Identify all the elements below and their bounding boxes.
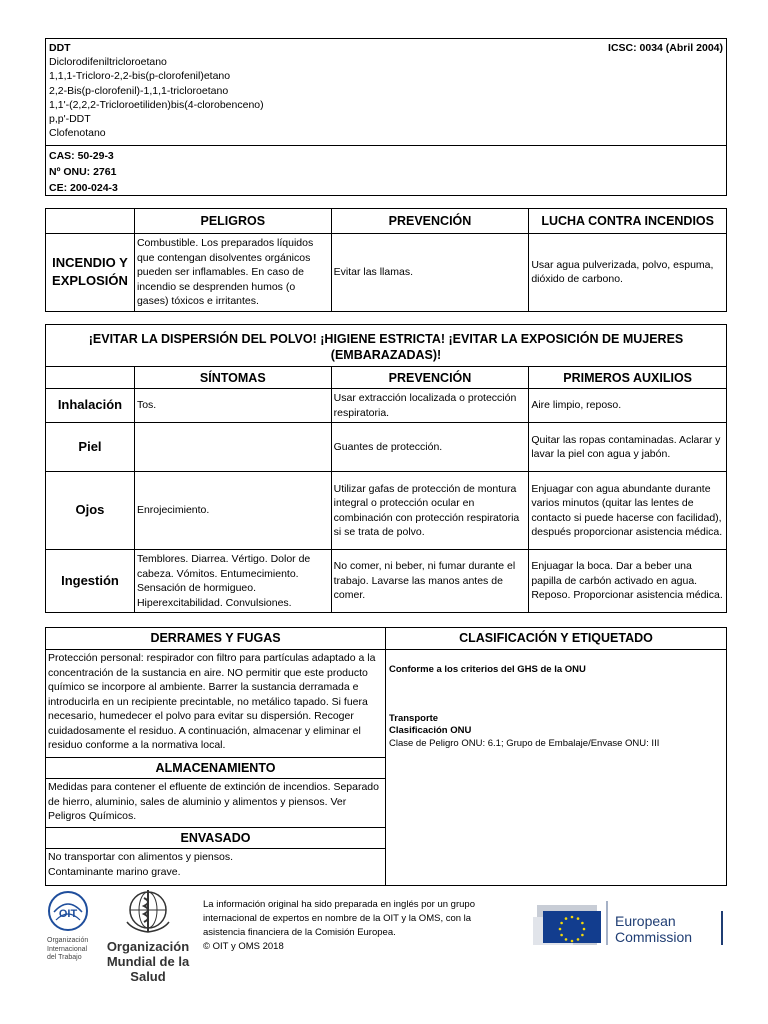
ilo-name xyxy=(47,937,92,963)
prevention-cell: Utilizar gafas de protección de montura integral o protección ocular en combinación con protección respiratoria si se trata de polvo. xyxy=(331,472,529,550)
column-header xyxy=(46,367,135,389)
who-emblem-icon xyxy=(93,888,203,934)
european-commission-logo xyxy=(533,891,727,946)
spills-text: Protección personal: respirador con filtro para partículas adaptado a la concentración de la sustancia en aire. NO permitir que este producto químico se incorpore al ambiente. Barrer la sustancia derramada e introducirla en un recipiente precintable, no metálico tapado. Si fuera necesario, humedecer el polvo para evitar su dispersión. Recoger cuidadosamente el residuo. A continuación, almacenar y eliminar el residuo conforme a la normativa local. xyxy=(48,652,376,751)
ilo-name-line: del Trabajo xyxy=(47,954,82,961)
icsc-number: ICSC: 0034 (Abril 2004) xyxy=(608,42,723,54)
spills-title: DERRAMES Y FUGAS xyxy=(46,628,385,650)
column-header: PRIMEROS AUXILIOS xyxy=(529,367,727,389)
ec-name xyxy=(615,913,692,945)
footer xyxy=(45,886,727,984)
symptoms-cell xyxy=(134,423,331,472)
ilo-logo xyxy=(47,890,92,963)
identifiers xyxy=(46,146,726,198)
transport-heading: Transporte xyxy=(389,712,439,724)
ilo-name-line: Internacional xyxy=(47,945,88,953)
bottom-section xyxy=(45,627,727,886)
cas-number: CAS: 50-29-3 xyxy=(49,150,114,162)
packaging-line: No transportar con alimentos y piensos. xyxy=(48,851,234,863)
exposure-table xyxy=(45,324,727,613)
row-label-line: INCENDIO Y xyxy=(52,255,128,271)
synonym: Diclorodifeniltricloroetano xyxy=(49,56,167,69)
ghs-criteria: Conforme a los criterios del GHS de la ONU xyxy=(389,664,586,675)
ce-number: CE: 200-024-3 xyxy=(49,182,118,194)
ec-name-line: European xyxy=(615,913,676,929)
row-label: Inhalación xyxy=(46,389,135,423)
column-header: SÍNTOMAS xyxy=(134,367,331,389)
substance-name: DDT xyxy=(49,42,71,54)
row-label: Ingestión xyxy=(46,550,135,613)
packaging-text xyxy=(46,849,385,880)
first-aid-cell: Aire limpio, reposo. xyxy=(529,389,727,423)
symptoms-cell: Temblores. Diarrea. Vértigo. Dolor de cabeza. Vómitos. Entumecimiento. Sensación de hormigueo. Hiperexcitabilidad. Convulsiones. xyxy=(134,550,331,613)
prevention-cell: Evitar las llamas. xyxy=(331,234,529,312)
onu-classification-detail: Clase de Peligro ONU: 6.1; Grupo de Embalaje/Envase ONU: III xyxy=(389,737,660,749)
symptoms-cell: Tos. xyxy=(134,389,331,423)
onu-classification-heading: Clasificación ONU xyxy=(389,725,472,736)
prevention-cell: Usar extracción localizada o protección respiratoria. xyxy=(331,389,529,423)
fire-table xyxy=(45,208,727,312)
who-name-line: Organización xyxy=(106,939,190,954)
copyright: © OIT y OMS 2018 xyxy=(203,941,284,952)
packaging-title: ENVASADO xyxy=(46,827,385,849)
packaging-line: Contaminante marino grave. xyxy=(48,865,181,878)
first-aid-cell: Quitar las ropas contaminadas. Aclarar y lavar la piel con agua y jabón. xyxy=(529,423,727,472)
table-row xyxy=(46,550,727,613)
prevention-cell: No comer, ni beber, ni fumar durante el trabajo. Lavarse las manos antes de comer. xyxy=(331,550,529,613)
onu-number: Nº ONU: 2761 xyxy=(49,166,117,178)
row-label: Piel xyxy=(46,423,135,472)
ec-name-line: Commission xyxy=(615,929,693,945)
who-name-line: Mundial de la Salud xyxy=(106,954,190,984)
warning-banner: ¡EVITAR LA DISPERSIÓN DEL POLVO! ¡HIGIENE ESTRICTA! ¡EVITAR LA EXPOSICIÓN DE MUJERES (EMBARAZADAS)! xyxy=(46,325,727,367)
footer-note xyxy=(203,898,508,954)
exposure-table-header xyxy=(46,367,727,389)
classification-title: CLASIFICACIÓN Y ETIQUETADO xyxy=(386,628,726,650)
who-name xyxy=(93,939,203,984)
ilo-emblem-icon xyxy=(47,890,89,932)
prevention-cell: Guantes de protección. xyxy=(331,423,529,472)
table-row xyxy=(46,423,727,472)
table-row xyxy=(46,389,727,423)
firefighting-cell: Usar agua pulverizada, polvo, espuma, dióxido de carbono. xyxy=(529,234,727,312)
fire-table-header xyxy=(46,209,727,234)
hazards-cell: Combustible. Los preparados líquidos que contengan disolventes orgánicos pueden ser inflamables. En caso de incendio se desprenden humos (o gases) tóxicos e irritantes. xyxy=(134,234,331,312)
footer-note-text: La información original ha sido preparada en inglés por un grupo internacional de expertos en nombre de la OIT y la OMS, con la asistencia financiera de la Comisión Europea. xyxy=(203,899,475,938)
left-column xyxy=(46,628,386,885)
who-logo xyxy=(93,888,203,984)
table-row xyxy=(46,234,727,312)
row-label xyxy=(46,234,135,312)
synonym: p,p'-DDT xyxy=(49,113,91,126)
table-row xyxy=(46,472,727,550)
header-box xyxy=(45,38,727,196)
column-header: PREVENCIÓN xyxy=(331,209,529,234)
storage-title: ALMACENAMIENTO xyxy=(46,757,385,779)
first-aid-cell: Enjuagar la boca. Dar a beber una papilla de carbón activado en agua. Reposo. Proporcionar asistencia médica. xyxy=(529,550,727,613)
column-header: PELIGROS xyxy=(134,209,331,234)
synonym: 1,1,1-Tricloro-2,2-bis(p-clorofenil)etano xyxy=(49,70,231,83)
column-header: PREVENCIÓN xyxy=(331,367,529,389)
substance-identity xyxy=(46,39,726,146)
ilo-name-line: Organización xyxy=(47,937,89,944)
row-label: Ojos xyxy=(46,472,135,550)
column-header xyxy=(46,209,135,234)
synonym: 2,2-Bis(p-clorofenil)-1,1,1-tricloroetano xyxy=(49,84,229,97)
synonym: Clofenotano xyxy=(49,127,106,140)
storage-text: Medidas para contener el efluente de extinción de incendios. Separado de hierro, aluminio, sales de aluminio y alimentos y piensos. Ver Peligros Químicos. xyxy=(48,781,379,822)
row-label-line: EXPLOSIÓN xyxy=(52,273,128,289)
column-header: LUCHA CONTRA INCENDIOS xyxy=(529,209,727,234)
right-column xyxy=(386,628,726,885)
first-aid-cell: Enjuagar con agua abundante durante varios minutos (quitar las lentes de contacto si puede hacerse con facilidad), después proporcionar asistencia médica. xyxy=(529,472,727,550)
symptoms-cell: Enrojecimiento. xyxy=(134,472,331,550)
ilo-mark: OIT xyxy=(58,908,78,920)
synonym: 1,1'-(2,2,2-Tricloroetiliden)bis(4-clorobenceno) xyxy=(49,98,264,111)
